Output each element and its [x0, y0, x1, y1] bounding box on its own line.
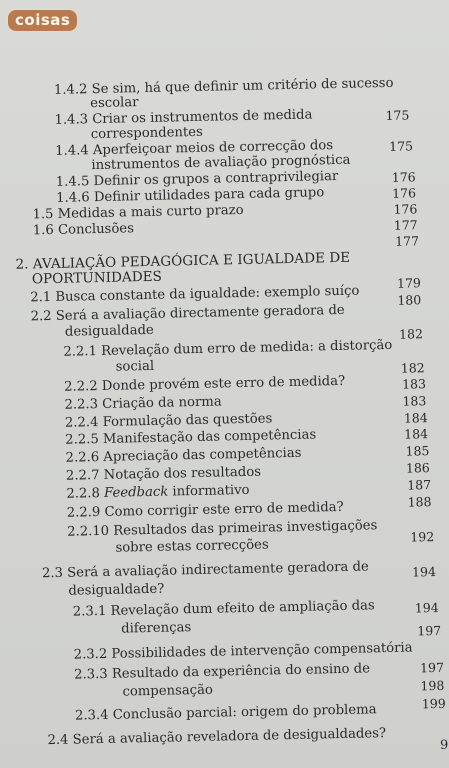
- toc-entry-text: 2.2.3 Criação da norma: [64, 394, 222, 413]
- toc-entry-text: 1.4.3 Criar os instrumentos de medida: [54, 107, 313, 128]
- toc-page-number: 198: [420, 677, 445, 694]
- toc-chapter-title: 2. AVALIAÇÃO PEDAGÓGICA E IGUALDADE DE: [15, 249, 351, 273]
- toc-entry-text: 2.2 Será a avaliação directamente geradora de: [30, 302, 345, 325]
- toc-entry-text: 2.1 Busca constante da igualdade: exemplo suíço: [30, 283, 360, 306]
- toc-entry-text: 2.2.9 Como corrigir este erro de medida?: [66, 499, 344, 521]
- toc-page-number: 175: [385, 107, 410, 123]
- toc-entry-text: 2.3.2 Possibilidades de intervenção compensatória: [73, 640, 413, 663]
- toc-page-number: 176: [393, 201, 418, 217]
- toc-entry-text: 2.3.1 Revelação dum efeito de ampliação das: [72, 598, 375, 620]
- toc-page-number: 197: [419, 659, 445, 676]
- toc-page-number: 177: [394, 233, 420, 249]
- toc-entry-text: 2.4 Será a avaliação reveladora de desigualdades?: [47, 726, 387, 749]
- toc-entry-text: 2.2.10 Resultados das primeiras investigações: [67, 518, 378, 540]
- page-folio-number: 9: [440, 738, 449, 753]
- site-watermark-badge: coisas: [8, 10, 77, 31]
- toc-entry-text: 2.2.6 Apreciação das competências: [65, 445, 302, 466]
- toc-entry-text: 1.4.6 Definir utilidades para cada grupo: [56, 185, 325, 206]
- toc-entry-text: social: [115, 358, 155, 375]
- toc-page-number: 183: [402, 393, 427, 409]
- toc-entry-text: 2.3.4 Conclusão parcial: origem do problema: [74, 702, 377, 724]
- toc-page-number: 179: [396, 275, 422, 291]
- toc-entry-text: 2.2.1 Revelação dum erro de medida: a distorção: [63, 337, 393, 360]
- toc-page-number: 182: [400, 360, 425, 376]
- toc-entry-text: 1.4.2 Se sim, há que definir um critério de sucesso: [53, 75, 394, 98]
- toc-page-number: 197: [417, 622, 442, 639]
- toc-entry-text: 1.6 Conclusões: [32, 221, 135, 239]
- toc-page-number: 192: [410, 529, 435, 545]
- toc-entry-text: compensação: [122, 682, 214, 700]
- toc-page-number: 185: [405, 443, 430, 459]
- toc-entry-text: desigualdade: [64, 322, 154, 340]
- toc-page-number: 180: [397, 292, 422, 308]
- toc-entry-text: 2.2.8 Feedback informativo: [66, 482, 250, 502]
- toc-page-number: 176: [391, 169, 416, 185]
- toc-entry-text: escolar: [90, 95, 139, 112]
- toc-page-number: 175: [388, 138, 414, 154]
- toc-page-number: 177: [393, 217, 418, 233]
- toc-entry-text: instrumentos de avaliação prognóstica: [91, 152, 351, 174]
- toc-entry-text: 2.2.7 Notação dos resultados: [65, 464, 262, 484]
- toc-entry-text: 2.2.5 Manifestação das competências: [65, 427, 317, 448]
- toc-entry-text: correspondentes: [90, 124, 203, 143]
- toc-page-number: 183: [401, 376, 427, 392]
- toc-page-number: 186: [405, 460, 430, 476]
- toc-page-number: 194: [411, 563, 437, 580]
- toc-entry-text: desigualdade?: [68, 581, 165, 599]
- toc-page-number: 176: [391, 185, 417, 201]
- toc-entry-text: 1.5 Medidas a mais curto prazo: [32, 202, 244, 223]
- toc-entry-text: 2.3.3 Resultado da experiência do ensino de: [73, 661, 371, 683]
- toc-page-number: 187: [407, 477, 432, 493]
- toc-entry-text: 1.4.4 Aperfeiçoar meios de correcção dos: [55, 138, 334, 159]
- toc-page-number: 199: [421, 695, 446, 712]
- toc-page-number: 184: [404, 426, 429, 442]
- toc-entry-text: 2.2.2 Donde provém este erro de medida?: [63, 373, 346, 395]
- toc-page-number: 182: [398, 326, 424, 342]
- toc-entry-text: 2.3 Será a avaliação indirectamente geradora de: [41, 559, 369, 582]
- toc-page-number: 184: [403, 410, 428, 426]
- toc-entry-text: sobre estas correcções: [115, 537, 269, 556]
- toc-page-number: 188: [407, 494, 432, 510]
- toc-page-number: 194: [414, 599, 439, 616]
- toc-chapter-title: OPORTUNIDADES: [31, 268, 163, 288]
- toc-entry-text: 2.2.4 Formulação das questões: [64, 411, 273, 431]
- toc-entry-text: 1.4.5 Definir os grupos a contraprivilegiar: [55, 168, 339, 190]
- toc-entry-text: diferenças: [121, 620, 192, 637]
